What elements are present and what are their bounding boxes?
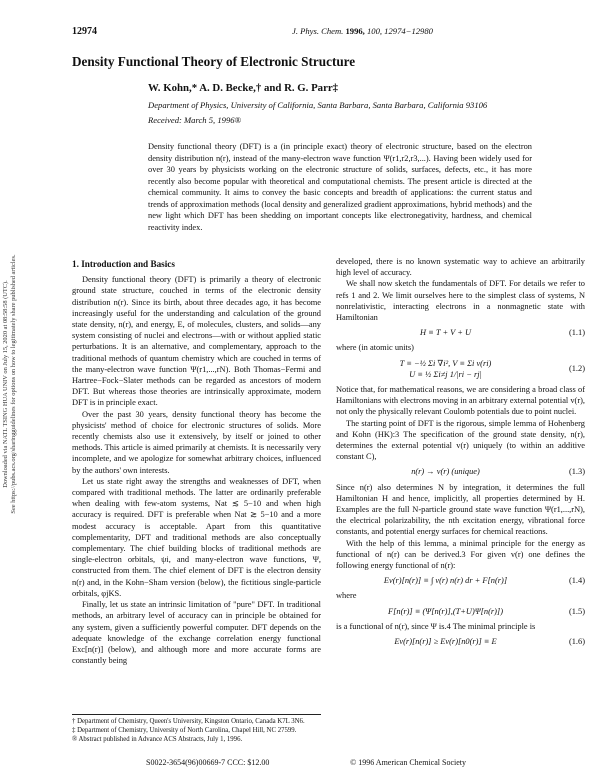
left-column <box>72 259 321 666</box>
paragraph: The starting point of DFT is the rigorous, simple lemma of Hohenberg and Kohn (HK):3 The specification of the ground state density, n(r), determines the external potential v(r) uniquely (to within an additive constant C), <box>336 418 585 462</box>
download-notice-line2: See https://pubs.acs.org/sharingguidelines for options on how to legitimately share published articles. <box>10 254 17 514</box>
paragraph: With the help of this lemma, a minimal principle for the energy as functional of n(r) can be derived.3 For given v(r) one defines the following energy functional of n(r): <box>336 538 585 571</box>
equation-body: Ev(r)[n(r)] ≡ ∫ v(r) n(r) dr + F[n(r)] <box>383 576 508 586</box>
equation-1-4 <box>336 575 585 586</box>
article-title: Density Functional Theory of Electronic Structure <box>72 54 356 69</box>
paragraph: Density functional theory (DFT) is primarily a theory of electronic ground state structure, couched in terms of the electronic density distribution n(r). Since its birth, about three decades ago, it has become increasingly useful for the understanding and calculation of the ground state density, n(r), and energy, E, of molecules, clusters, and solids—any system consisting of nuclei and electrons—with or without applied static perturbations. It is an alternative, and complementary, approach to the traditional methods of quantum chemistry which are couched in terms of the many-electron wave function Ψ(r1,...,rN). Both Thomas−Fermi and Hartree−Fock−Slater methods can be regarded as ancestors of modern DFT. But whereas those theories are intrinsically approximate, modern DFT is in principle exact. <box>72 275 321 408</box>
equation-1-5 <box>336 606 585 617</box>
right-column <box>336 256 585 651</box>
equation-body <box>336 358 555 380</box>
equation-number: (1.4) <box>568 576 585 586</box>
footnote: ‡ Department of Chemistry, University of North Carolina, Chapel Hill, NC 27599. <box>72 727 297 734</box>
footnote: ® Abstract published in Advance ACS Abstracts, July 1, 1996. <box>72 736 243 743</box>
journal-citation <box>292 26 433 36</box>
equation-body: F[n(r)] ≡ (Ψ[n(r)],(T+U)Ψ[n(r)]) <box>388 606 503 616</box>
section-heading: 1. Introduction and Basics <box>72 259 175 269</box>
equation-body: Ev(r)[n(r)] ≥ Ev(r)[n0(r)] ≡ E <box>394 637 497 647</box>
paragraph: where (in atomic units) <box>336 343 414 353</box>
paragraph: Since n(r) also determines N by integration, it determines the full Hamiltonian H and hence, implicitly, all properties determined by H. Examples are the full N-particle ground state wave function Ψ(r1,...,rN), the electrical polarizability, the nth excitation energy, vibrational force constants, and potential energy surfaces for chemical reactions. <box>336 482 585 537</box>
received-date: Received: March 5, 1996® <box>148 115 242 125</box>
abstract: Density functional theory (DFT) is a (in principle exact) theory of electronic structure, based on the electron density distribution n(r), instead of the many-electron wave function Ψ(r1,r2,r3,...). Having been widely used for over 30 years by physicists working on the electronic structure of solids, surfaces, defects, etc., it has more recently also become popular with theoretical and computational chemists. The present article is directed at the chemical community. It aims to convey the basic concepts and breadth of applications: the current status and trends of approximation methods (local density and generalized gradient approximations, hybrid methods) and the new light which DFT has been shedding on important concepts like electronegativity, hardness, and chemical reactivity index. <box>148 142 532 232</box>
paragraph: Over the past 30 years, density functional theory has become the physicists' method of choice for electronic structures of solids. More recently chemists also use it extensively, by itself or joined to other methods. This article is aimed primarily at chemists. It is necessarily very incomplete, and we apologize for somewhat arbitrary choices, influenced by the authors' own interests. <box>72 409 321 475</box>
equation-body: n(r) → v(r) (unique) <box>411 467 480 477</box>
equation-number: (1.6) <box>568 637 585 647</box>
paragraph: is a functional of n(r), since Ψ is.4 The minimal principle is <box>336 621 536 631</box>
article-code: S0022-3654(96)00669-7 CCC: $12.00 <box>146 758 270 767</box>
equation-number: (1.3) <box>568 467 585 477</box>
copyright: © 1996 American Chemical Society <box>350 758 466 767</box>
paragraph: We shall now sketch the fundamentals of DFT. For details we refer to refs 1 and 2. We limit ourselves here to the simplest class of systems, N nonrelativistic, interacting electrons in a nonmagnetic state with Hamiltonian <box>336 279 585 323</box>
equation-body: H ≡ T + V + U <box>419 328 472 338</box>
journal-volume: 100, <box>366 26 383 36</box>
paragraph: Finally, let us state an intrinsic limitation of "pure" DFT. In traditional methods, an arbitrary level of accuracy can in principle be obtained for any system, given a sufficiently powerful computer. DFT depends on the adequate knowledge of the exchange correlation energy functional Exc[n(r)] (below), and although more and more accurate forms are constantly being <box>72 600 321 666</box>
equation-number: (1.2) <box>568 364 585 374</box>
equation-line: T ≡ −½ Σi ∇i², V ≡ Σi v(ri) <box>399 358 492 368</box>
equation-1-6 <box>336 636 585 647</box>
equation-1-2 <box>336 358 585 380</box>
affiliation: Department of Physics, University of California, Santa Barbara, Santa Barbara, California 93106 <box>148 100 488 110</box>
paragraph: Let us state right away the strengths and weaknesses of DFT, when compared with traditional methods. The latter are ordinarily preferable when dealing with few-atom systems, Nat ≲ 5−10 and when high accuracy is required. DFT is preferable when Nat ≳ 5−10 and a more modest accuracy is acceptable. Apart from this quantitative complementarity, DFT and traditional methods are also conceptually complementary. The chief building blocks of traditional methods are single-electron orbitals, ψi, and many-electron wave functions, Ψ, constructed from them. The chief element of DFT is the electron density n(r) and, in the Kohn−Sham version (below), the fictitious single-particle orbitals, φjKS. <box>72 476 321 598</box>
page-footer <box>146 758 466 767</box>
equation-number: (1.1) <box>568 328 585 338</box>
paragraph: where <box>336 591 357 601</box>
paragraph: Notice that, for mathematical reasons, we are considering a broad class of Hamiltonians with electrons moving in an arbitrary external potential v(r), not only the physically relevant Coulomb potentials due to point nuclei. <box>336 385 585 417</box>
equation-line: U ≡ ½ Σi≠j 1/|ri − rj| <box>409 369 482 379</box>
footnotes <box>72 714 321 745</box>
equation-1-1 <box>336 327 585 338</box>
page-number: 12974 <box>72 26 97 37</box>
equation-number: (1.5) <box>568 606 585 616</box>
footnote: † Department of Chemistry, Queen's University, Kingston Ontario, Canada K7L 3N6. <box>72 718 305 725</box>
journal-year: 1996, <box>345 26 365 36</box>
journal-pages: 12974−12980 <box>384 26 433 36</box>
journal-name: J. Phys. Chem. <box>292 26 344 36</box>
download-notice <box>2 204 18 564</box>
authors: W. Kohn,* A. D. Becke,† and R. G. Parr‡ <box>148 82 339 94</box>
paragraph: developed, there is no known systematic way to achieve an arbitrarily high level of accuracy. <box>336 257 585 278</box>
download-notice-line1: Downloaded via NATL TSING HUA UNIV on July 15, 2020 at 08:58:58 (UTC). <box>2 280 9 488</box>
equation-1-3 <box>336 466 585 477</box>
